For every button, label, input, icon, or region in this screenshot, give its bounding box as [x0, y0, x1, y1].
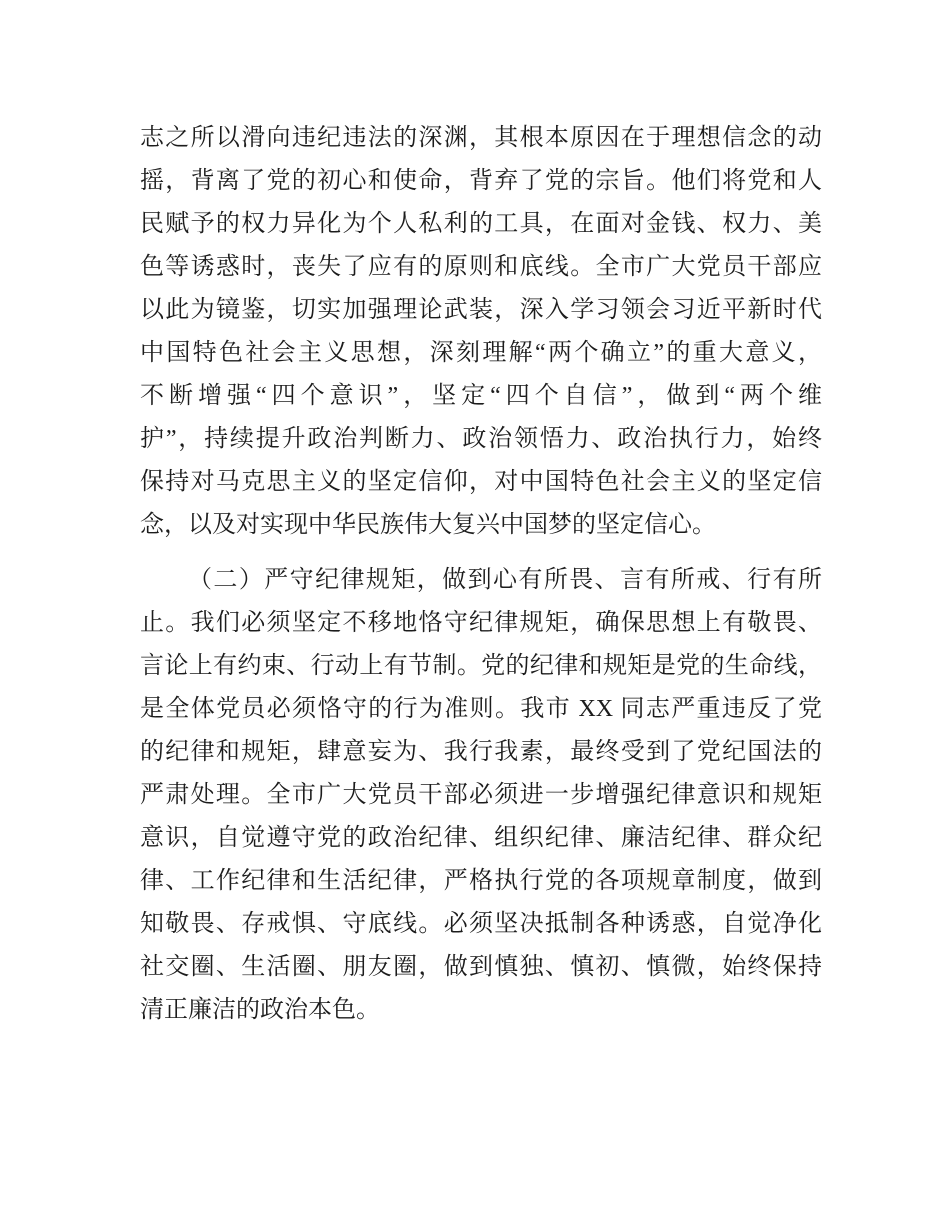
text-line: 严肃处理。全市广大党员干部必须进一步增强纪律意识和规矩: [140, 782, 822, 808]
text-line: 护”，持续提升政治判断力、政治领悟力、政治执行力，始终: [140, 426, 822, 452]
text-line: 中国特色社会主义思想，深刻理解“两个确立”的重大意义，: [140, 340, 822, 366]
text-line: 以此为镜鉴，切实加强理论武装，深入学习领会习近平新时代: [140, 297, 822, 323]
text-line: 意识，自觉遵守党的政治纪律、组织纪律、廉洁纪律、群众纪: [140, 825, 822, 851]
text-line: 的纪律和规矩，肆意妄为、我行我素，最终受到了党纪国法的: [140, 739, 822, 765]
text-line: 保持对马克思主义的坚定信仰，对中国特色社会主义的坚定信: [140, 469, 822, 495]
text-line: 念，以及对实现中华民族伟大复兴中国梦的坚定信心。: [140, 512, 716, 538]
text-line: 律、工作纪律和生活纪律，严格执行党的各项规章制度，做到: [140, 868, 822, 894]
text-line: 摇，背离了党的初心和使命，背弃了党的宗旨。他们将党和人: [140, 168, 822, 194]
text-line: 清正廉洁的政治本色。: [140, 997, 380, 1023]
text-line: 言论上有约束、行动上有节制。党的纪律和规矩是党的生命线，: [140, 653, 822, 679]
text-line: 是全体党员必须恪守的行为准则。我市 XX 同志严重违反了党: [140, 696, 822, 722]
text-line: 止。我们必须坚定不移地恪守纪律规矩，确保思想上有敬畏、: [140, 610, 822, 636]
paragraph: [140, 117, 822, 547]
text-line: 社交圈、生活圈、朋友圈，做到慎独、慎初、慎微，始终保持: [140, 954, 822, 980]
text-line: 民赋予的权力异化为个人私利的工具，在面对金钱、权力、美: [140, 211, 822, 237]
text-line: 志之所以滑向违纪违法的深渊，其根本原因在于理想信念的动: [140, 125, 822, 151]
text-line: 色等诱惑时，丧失了应有的原则和底线。全市广大党员干部应: [140, 254, 822, 280]
text-line: 不断增强“四个意识”，坚定“四个自信”，做到“两个维: [140, 383, 822, 409]
text-line: （二）严守纪律规矩，做到心有所畏、言有所戒、行有所: [188, 567, 822, 593]
paragraph: [140, 559, 822, 1032]
document-body: [140, 117, 822, 1032]
text-line: 知敬畏、存戒惧、守底线。必须坚决抵制各种诱惑，自觉净化: [140, 911, 822, 937]
